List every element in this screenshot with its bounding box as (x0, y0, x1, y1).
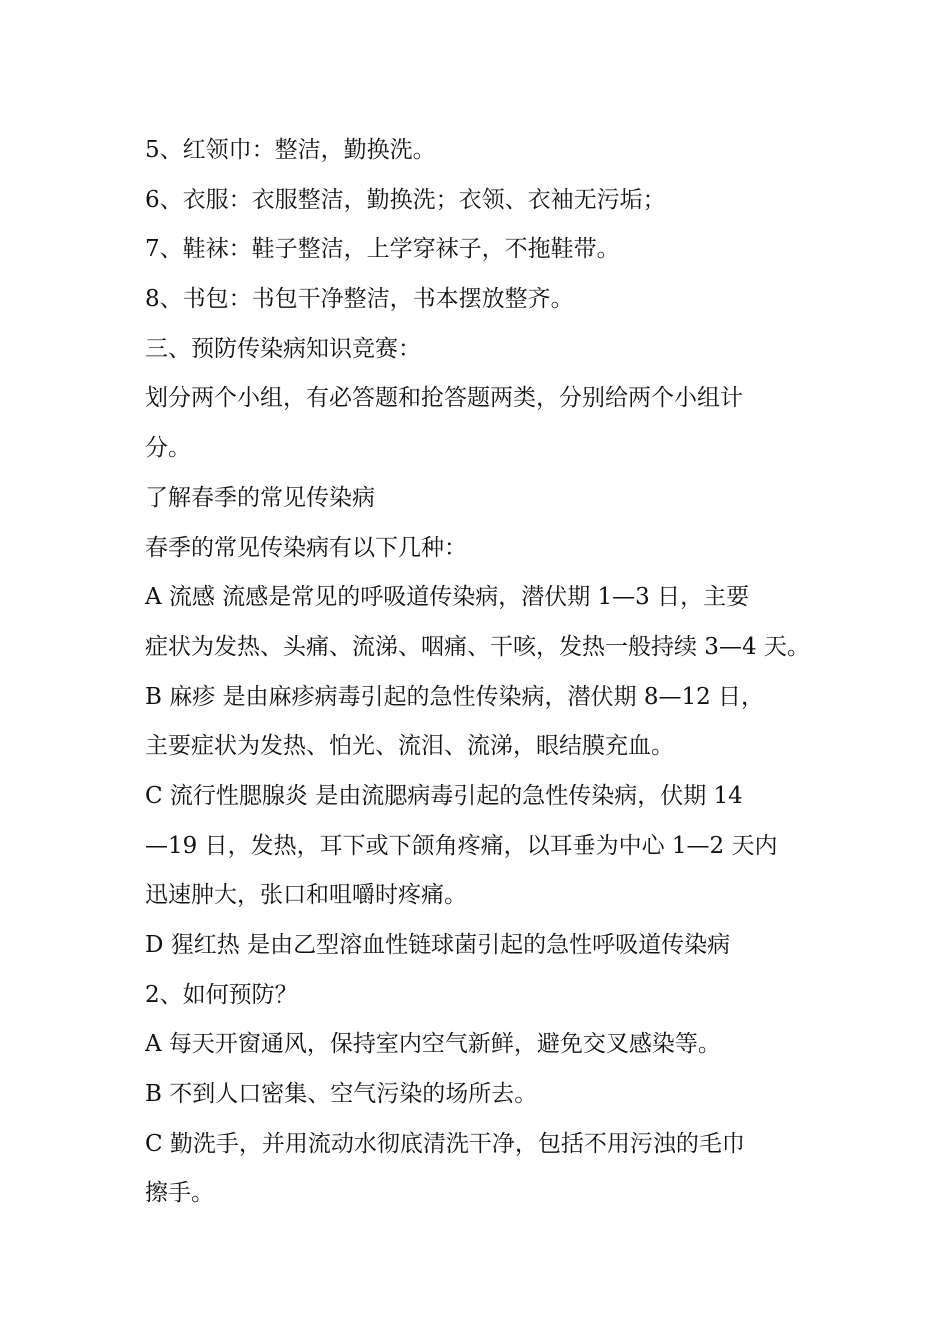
text-line-influenza: A 流感 流感是常见的呼吸道传染病，潜伏期 1—3 日，主要 (145, 584, 750, 611)
text-line-scarlet-fever: D 猩红热 是由乙型溶血性链球菌引起的急性呼吸道传染病 (145, 932, 731, 958)
text-line-hygiene-schoolbag: 8、书包：书包干净整洁，书本摆放整齐。 (145, 286, 574, 313)
text-line-prevention-handwashing-cont: 擦手。 (145, 1180, 214, 1207)
text-line-prevention-handwashing: C 勤洗手，并用流动水彻底清洗干净，包括不用污浊的毛巾 (145, 1130, 745, 1157)
text-line-prevention-crowds: B 不到人口密集、空气污染的场所去。 (145, 1081, 538, 1108)
text-line-diseases-intro: 春季的常见传染病有以下几种： (145, 534, 467, 561)
text-line-quiz-groups: 划分两个小组，有必答题和抢答题两类，分别给两个小组计 (145, 385, 743, 412)
text-line-hygiene-scarf: 5、红领巾：整洁，勤换洗。 (145, 137, 436, 163)
text-line-quiz-groups-cont: 分。 (145, 435, 191, 462)
text-line-measles: B 麻疹 是由麻疹病毒引起的急性传染病，潜伏期 8—12 日， (145, 683, 765, 710)
text-line-mumps-cont: —19 日，发热，耳下或下颌角疼痛，以耳垂为中心 1—2 天内 (145, 832, 778, 859)
document-page (145, 126, 825, 1219)
text-line-measles-cont: 主要症状为发热、怕光、流泪、流涕，眼结膜充血。 (145, 733, 674, 760)
section-heading-quiz: 三、预防传染病知识竞赛： (145, 335, 421, 362)
text-line-hygiene-clothes: 6、衣服：衣服整洁，勤换洗；衣领、衣袖无污垢； (145, 186, 666, 213)
subheading-prevention: 2、如何预防？ (145, 981, 298, 1008)
text-line-hygiene-shoes: 7、鞋袜：鞋子整洁，上学穿袜子，不拖鞋带。 (145, 236, 620, 263)
text-line-prevention-ventilation: A 每天开窗通风，保持室内空气新鲜，避免交叉感染等。 (145, 1031, 721, 1058)
text-line-mumps: C 流行性腮腺炎 是由流腮病毒引起的急性传染病，伏期 14 (145, 782, 743, 809)
text-line-influenza-cont: 症状为发热、头痛、流涕、咽痛、干咳，发热一般持续 3—4 天。 (145, 633, 810, 660)
subheading-spring-diseases: 了解春季的常见传染病 (145, 484, 375, 511)
text-line-mumps-cont-2: 迅速肿大，张口和咀嚼时疼痛。 (145, 882, 467, 909)
